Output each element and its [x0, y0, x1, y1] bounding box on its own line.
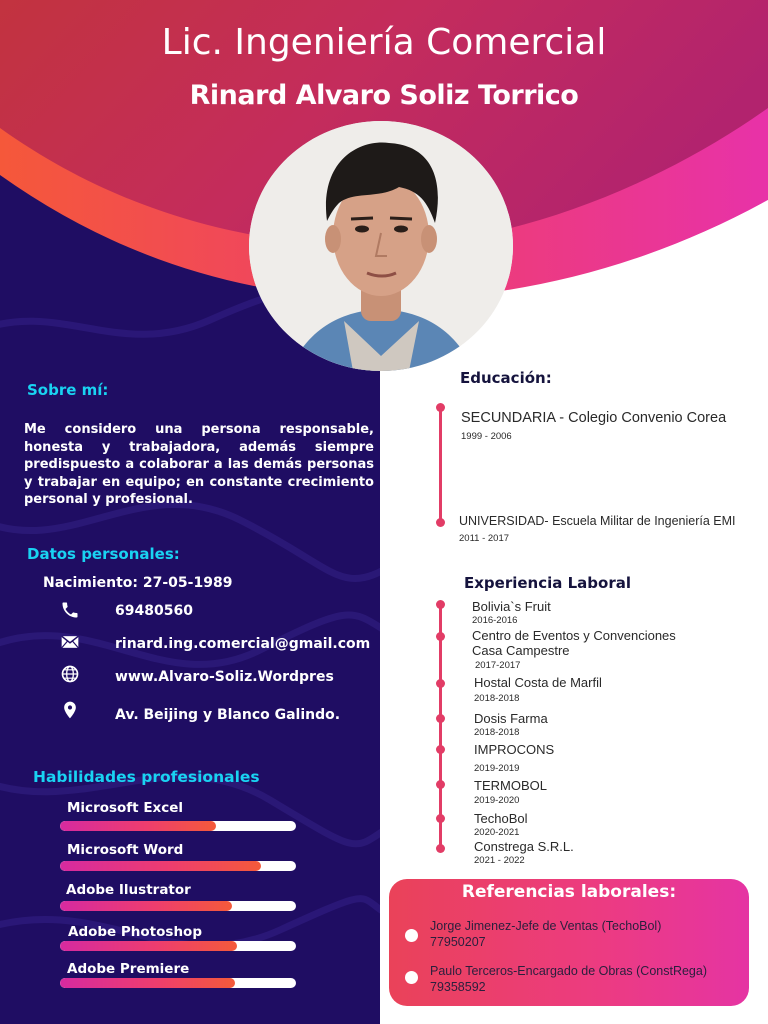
- skill-label: Adobe Photoshop: [68, 924, 202, 940]
- references-heading: Referencias laborales:: [461, 882, 677, 902]
- job-title: Constrega S.R.L.: [474, 839, 574, 854]
- education-item-years: 1999 - 2006: [461, 431, 512, 442]
- experience-heading: Experiencia Laboral: [464, 574, 631, 592]
- job-title: Dosis Farma: [474, 711, 548, 726]
- profile-photo: [249, 121, 513, 371]
- experience-timeline-dot: [436, 679, 445, 688]
- skill-bar-fill: [60, 901, 232, 911]
- skill-bar-track: [60, 941, 296, 951]
- skill-label: Adobe Premiere: [67, 961, 190, 977]
- job-title: TERMOBOL: [474, 778, 547, 793]
- skill-label: Microsoft Excel: [67, 800, 184, 816]
- address: Av. Beijing y Blanco Galindo.: [115, 707, 341, 723]
- job-years: 2021 - 2022: [474, 855, 525, 866]
- experience-timeline-dot: [436, 844, 445, 853]
- job-title: IMPROCONS: [474, 742, 555, 757]
- page-title: Lic. Ingeniería Comercial: [161, 22, 607, 63]
- skill-bar-fill: [60, 978, 235, 988]
- job-years: 2017-2017: [475, 660, 521, 671]
- birth-date: Nacimiento: 27-05-1989: [43, 575, 233, 591]
- job-years: 2016-2016: [472, 615, 518, 626]
- location-pin-icon: [60, 700, 80, 720]
- skill-bar-fill: [60, 861, 261, 871]
- skills-heading: Habilidades profesionales: [33, 768, 260, 786]
- about-text: Me considero una persona responsable, honesta y trabajadora, además siempre predispuesto a colaborar a las demás personas y trabajar en equipo; en constante crecimiento personal y profesional.: [24, 422, 374, 507]
- job-years: 2018-2018: [474, 727, 520, 738]
- experience-timeline-dot: [436, 814, 445, 823]
- experience-timeline-dot: [436, 714, 445, 723]
- job-years: 2018-2018: [474, 693, 520, 704]
- phone-icon: [60, 600, 80, 620]
- skill-label: Microsoft Word: [67, 842, 184, 858]
- skill-bar-track: [60, 861, 296, 871]
- personal-data-heading: Datos personales:: [27, 545, 180, 563]
- education-item-years: 2011 - 2017: [459, 533, 510, 544]
- experience-timeline-dot: [436, 745, 445, 754]
- reference-bullet: [405, 929, 418, 942]
- education-item-title: SECUNDARIA - Colegio Convenio Corea: [461, 410, 727, 426]
- education-timeline-dot: [436, 403, 445, 412]
- job-title: Hostal Costa de Marfil: [474, 675, 602, 690]
- education-timeline-line: [439, 407, 442, 523]
- skill-bar-track: [60, 978, 296, 988]
- skill-bar-track: [60, 821, 296, 831]
- job-years: 2019-2020: [474, 795, 520, 806]
- skill-label: Adobe Ilustrator: [66, 882, 191, 898]
- job-years: 2019-2019: [474, 763, 520, 774]
- skill-bar-track: [60, 901, 296, 911]
- job-title: Bolivia`s Fruit: [472, 599, 551, 614]
- website-link[interactable]: www.Alvaro-Soliz.Wordpres: [115, 669, 334, 685]
- about-heading: Sobre mí:: [27, 381, 109, 399]
- experience-timeline-dot: [436, 780, 445, 789]
- job-years: 2020-2021: [474, 827, 520, 838]
- email-icon: [60, 632, 80, 652]
- email-link[interactable]: rinard.ing.comercial@gmail.com: [115, 636, 371, 652]
- reference-phone: 79358592: [430, 980, 486, 994]
- job-title-line2: Casa Campestre: [472, 643, 570, 658]
- job-title: TechoBol: [474, 811, 528, 826]
- globe-icon: [60, 664, 80, 684]
- person-name: Rinard Alvaro Soliz Torrico: [189, 80, 579, 111]
- education-timeline-dot: [436, 518, 445, 527]
- skill-bar-fill: [60, 821, 216, 831]
- reference-name: Jorge Jimenez-Jefe de Ventas (TechoBol): [430, 919, 662, 933]
- experience-timeline-dot: [436, 600, 445, 609]
- education-item-title: UNIVERSIDAD- Escuela Militar de Ingeniería EMI: [459, 514, 736, 528]
- education-heading: Educación:: [460, 369, 552, 387]
- reference-bullet: [405, 971, 418, 984]
- experience-timeline-dot: [436, 632, 445, 641]
- job-title: Centro de Eventos y Convenciones: [472, 628, 676, 643]
- reference-phone: 77950207: [430, 935, 486, 949]
- reference-name: Paulo Terceros-Encargado de Obras (ConstRega): [430, 964, 707, 978]
- phone-number: 69480560: [115, 603, 193, 619]
- skill-bar-fill: [60, 941, 237, 951]
